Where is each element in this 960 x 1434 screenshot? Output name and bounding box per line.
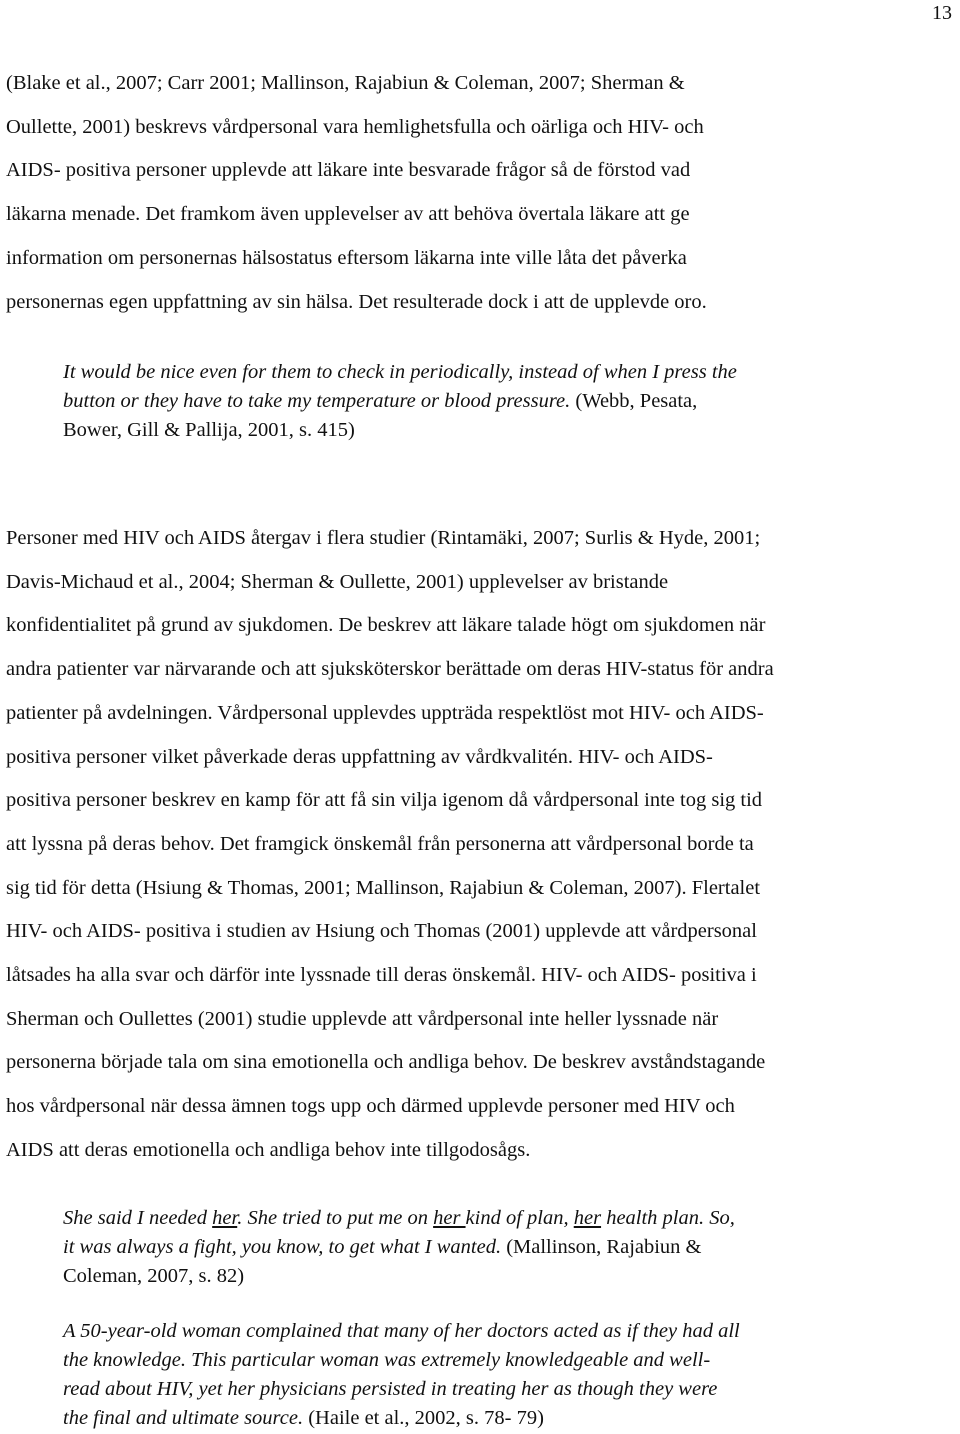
- quote-citation: Bower, Gill & Pallija, 2001, s. 415): [63, 419, 355, 441]
- quote-fragment: kind of plan,: [465, 1207, 574, 1229]
- quote-text: the final and ultimate source.: [63, 1407, 304, 1429]
- paragraph-1: [6, 62, 956, 324]
- paragraph-2-line: patienter på avdelningen. Vårdpersonal upplevdes uppträda respektlöst mot HIV- och AIDS-: [6, 701, 764, 724]
- paragraph-2-line: positiva personer beskrev en kamp för att få sin vilja igenom då vårdpersonal inte tog sig tid: [6, 789, 763, 812]
- paragraph-1-line: Oullette, 2001) beskrevs vårdpersonal vara hemlighetsfulla och oärliga och HIV- och: [6, 115, 704, 138]
- quote-text: [63, 1207, 735, 1229]
- quote-citation: (Mallinson, Rajabiun &: [501, 1236, 702, 1258]
- quote-fragment: She said I needed: [63, 1207, 213, 1229]
- paragraph-2-line: andra patienter var närvarande och att sjuksköterskor berättade om deras HIV-status för andra: [6, 658, 774, 681]
- paragraph-2-line: positiva personer vilket påverkade deras uppfattning av vårdkvalitén. HIV- och AIDS-: [6, 745, 713, 768]
- quote-fragment: . She tried to put me on: [237, 1207, 434, 1229]
- quote-text: read about HIV, yet her physicians persisted in treating her as though they were: [63, 1378, 718, 1400]
- quote-text: button or they have to take my temperature or blood pressure.: [63, 390, 571, 412]
- paragraph-1-line: AIDS- positiva personer upplevde att läkare inte besvarade frågor så de förstod vad: [6, 159, 691, 182]
- paragraph-1-line: (Blake et al., 2007; Carr 2001; Mallinson, Rajabiun & Coleman, 2007; Sherman &: [6, 72, 685, 94]
- quote-fragment: health plan. So,: [601, 1207, 735, 1229]
- underlined-word: her: [433, 1207, 466, 1229]
- paragraph-2-line: att lyssna på deras behov. Det framgick önskemål från personerna att vårdpersonal borde ta: [6, 832, 754, 855]
- paragraph-2-line: sig tid för detta (Hsiung & Thomas, 2001; Mallinson, Rajabiun & Coleman, 2007). Flertalet: [6, 876, 761, 899]
- underlined-word: her: [212, 1207, 238, 1229]
- paragraph-2-line: AIDS att deras emotionella och andliga behov inte tillgodosågs.: [6, 1138, 531, 1161]
- paragraph-2-line: hos vårdpersonal när dessa ämnen togs upp och därmed upplevde personer med HIV och: [6, 1095, 735, 1118]
- paragraph-2-line: Personer med HIV och AIDS återgav i flera studier (Rintamäki, 2007; Surlis & Hyde, 2001;: [6, 527, 761, 549]
- quote-citation: Coleman, 2007, s. 82): [63, 1265, 245, 1287]
- quote-text: A 50-year-old woman complained that many of her doctors acted as if they had all: [63, 1320, 740, 1342]
- paragraph-2: [6, 517, 956, 1173]
- paragraph-2-line: konfidentialitet på grund av sjukdomen. De beskrev att läkare talade högt om sjukdomen när: [6, 614, 766, 637]
- paragraph-1-line: personernas egen uppfattning av sin hälsa. Det resulterade dock i att de upplevde oro.: [6, 290, 707, 313]
- paragraph-2-line: personerna började tala om sina emotionella och andliga behov. De beskrev avståndstagande: [6, 1051, 766, 1074]
- quote-text: It would be nice even for them to check in periodically, instead of when I press the: [63, 361, 737, 383]
- page-number: 13: [932, 2, 952, 24]
- block-quote-3: [63, 1317, 943, 1433]
- paragraph-1-line: information om personernas hälsostatus eftersom läkarna inte ville låta det påverka: [6, 246, 687, 269]
- paragraph-2-line: låtsades ha alla svar och därför inte lyssnade till deras önskemål. HIV- och AIDS- positiva i: [6, 964, 757, 987]
- paragraph-2-line: Sherman och Oullettes (2001) studie upplevde att vårdpersonal inte heller lyssnade när: [6, 1007, 719, 1030]
- quote-text: the knowledge. This particular woman was extremely knowledgeable and well-: [63, 1349, 711, 1371]
- block-quote-1: [63, 358, 943, 445]
- quote-citation: (Haile et al., 2002, s. 78- 79): [303, 1407, 544, 1429]
- quote-text: it was always a fight, you know, to get what I wanted.: [63, 1236, 502, 1258]
- underlined-word: her: [573, 1207, 602, 1229]
- paragraph-1-line: läkarna menade. Det framkom även upplevelser av att behöva övertala läkare att ge: [6, 203, 690, 226]
- paragraph-2-line: Davis-Michaud et al., 2004; Sherman & Oullette, 2001) upplevelser av bristande: [6, 570, 669, 593]
- quote-citation: (Webb, Pesata,: [570, 390, 698, 412]
- block-quote-2: [63, 1204, 943, 1291]
- paragraph-2-line: HIV- och AIDS- positiva i studien av Hsiung och Thomas (2001) upplevde att vårdpersonal: [6, 920, 757, 943]
